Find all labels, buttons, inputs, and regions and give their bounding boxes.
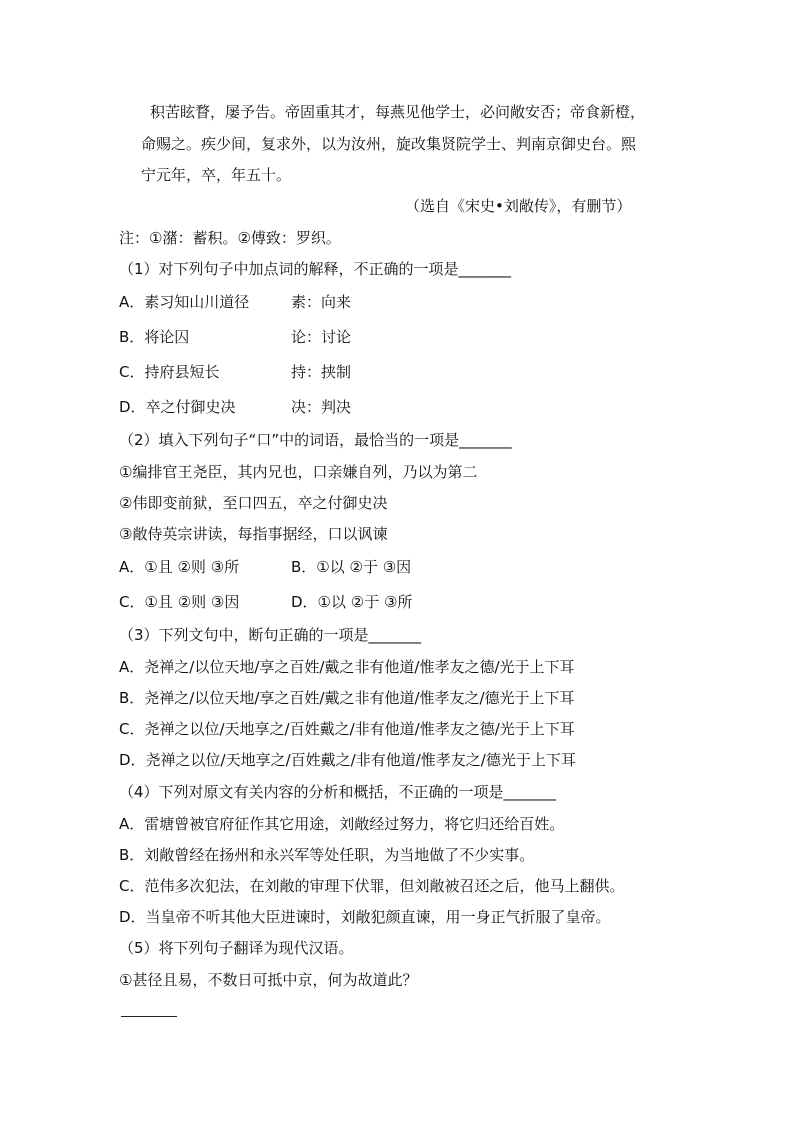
q4-option-c: C．范伟多次犯法，在刘敞的审理下伏罪，但刘敞被召还之后，他马上翻供。 xyxy=(119,877,625,895)
q2-option-c: C．①且 ②则 ③因 xyxy=(119,593,240,611)
q1-option-d-gloss: 决：判决 xyxy=(291,398,352,416)
passage-line-3: 宁元年，卒，年五十。 xyxy=(141,166,292,184)
q3-option-a: A．尧禅之/以位天地/享之百姓/戴之非有他道/惟孝友之德/光于上下耳 xyxy=(119,658,575,676)
q2-item-3: ③敞侍英宗讲读，每指事据经，口以讽谏 xyxy=(119,525,388,543)
q1-option-a-sentence: A．素习知山川道径 xyxy=(119,293,250,311)
q2-stem: （2）填入下列句子“口”中的词语，最恰当的一项是_______ xyxy=(119,431,512,449)
q1-option-b-gloss: 论：讨论 xyxy=(291,328,352,346)
q1-option-a-gloss: 素：向来 xyxy=(291,293,352,311)
q1-option-d-sentence: D．卒之付御史决 xyxy=(119,398,236,416)
answer-blank[interactable] xyxy=(121,1016,177,1017)
q3-stem: （3）下列文句中，断句正确的一项是_______ xyxy=(119,626,422,644)
q3-option-c: C．尧禅之以位/天地享之/百姓戴之/非有他道/惟孝友之德/光于上下耳 xyxy=(119,720,575,738)
q2-option-b: B．①以 ②于 ③因 xyxy=(291,558,412,576)
note: 注：①潴：蓄积。②傅致：罗织。 xyxy=(119,229,341,247)
q3-option-b: B．尧禅之/以位天地/享之百姓/戴之非有他道/惟孝友之/德光于上下耳 xyxy=(119,689,575,707)
q5-item-1: ①甚径且易，不数日可抵中京，何为故道此？ xyxy=(119,971,418,989)
q1-option-c-gloss: 持：挟制 xyxy=(291,363,352,381)
q4-option-d: D．当皇帝不听其他大臣进谏时，刘敞犯颜直谏，用一身正气折服了皇帝。 xyxy=(119,908,611,926)
q2-item-2: ②伟即变前狱，至口四五，卒之付御史决 xyxy=(119,494,388,512)
q1-option-c-sentence: C．持府县短长 xyxy=(119,363,220,381)
q2-option-d: D．①以 ②于 ③所 xyxy=(291,593,413,611)
q1-stem: （1）对下列句子中加点词的解释，不正确的一项是_______ xyxy=(119,260,512,278)
q4-option-a: A．雷塘曾被官府征作其它用途，刘敞经过努力，将它归还给百姓。 xyxy=(119,815,565,833)
q4-stem: （4）下列对原文有关内容的分析和概括，不正确的一项是_______ xyxy=(119,783,557,801)
q4-option-b: B．刘敞曾经在扬州和永兴军等处任职，为当地做了不少实事。 xyxy=(119,846,535,864)
passage-line-1: 积苦眩瞀，屡予告。帝固重其才，每燕见他学士，必问敞安否；帝食新橙， xyxy=(150,103,646,121)
passage-line-2: 命赐之。疾少间，复求外，以为汝州，旋改集贤院学士、判南京御史台。熙 xyxy=(141,135,637,153)
q2-option-a: A．①且 ②则 ③所 xyxy=(119,558,240,576)
q2-item-1: ①编排官王尧臣，其内兄也，口亲嫌自列，乃以为第二 xyxy=(119,463,478,481)
q1-option-b-sentence: B．将论囚 xyxy=(119,328,190,346)
q5-stem: （5）将下列句子翻译为现代汉语。 xyxy=(119,939,354,957)
passage-source: （选自《宋史•刘敞传》，有删节） xyxy=(405,197,632,215)
q3-option-d: D．尧禅之以位/天地享之/百姓戴之/非有他道/惟孝友之/德光于上下耳 xyxy=(119,751,576,769)
